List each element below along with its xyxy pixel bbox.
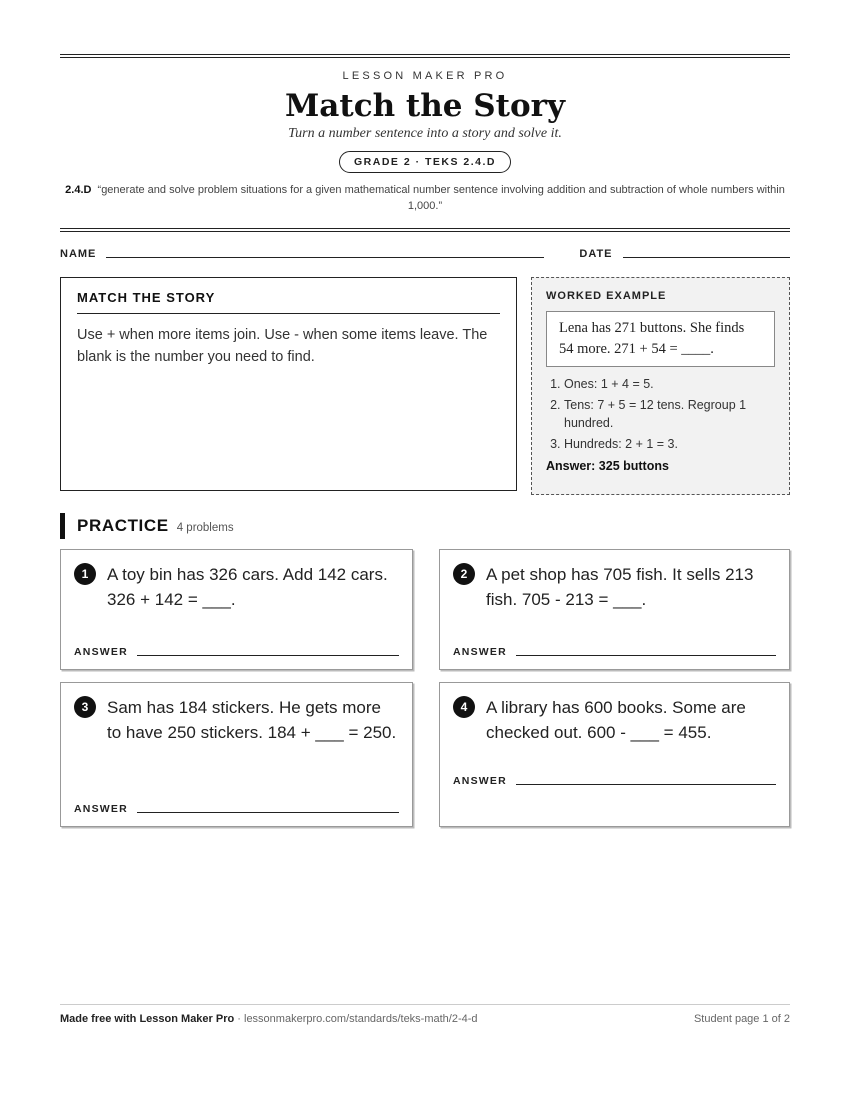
problem-card-1 (60, 549, 413, 670)
answer-row (74, 646, 399, 658)
grade-badge: GRADE 2 · TEKS 2.4.D (339, 151, 511, 173)
problem-row (74, 695, 399, 745)
answer-write-line[interactable] (137, 655, 399, 656)
problem-number-badge: 2 (453, 563, 475, 585)
problem-number-badge: 3 (74, 696, 96, 718)
answer-label: ANSWER (453, 775, 507, 787)
intro-row (60, 277, 790, 495)
answer-row (453, 646, 776, 658)
worksheet-page (60, 54, 790, 827)
footer-made-with: Made free with Lesson Maker Pro (60, 1013, 235, 1025)
answer-row (453, 775, 776, 787)
answer-label: ANSWER (74, 646, 128, 658)
date-write-line[interactable] (623, 257, 790, 258)
worked-example-problem: Lena has 271 buttons. She finds 54 more. 271 + 54 = ____. (546, 311, 775, 367)
answer-row (74, 803, 399, 815)
problem-text: A toy bin has 326 cars. Add 142 cars. 326 + 142 = ___. (107, 565, 388, 609)
name-date-row (60, 248, 790, 260)
worksheet-header (60, 58, 790, 214)
footer-url: · lessonmakerpro.com/standards/teks-math/2-4-d (234, 1013, 478, 1025)
footer-page-number: Student page 1 of 2 (693, 1013, 790, 1025)
answer-write-line[interactable] (137, 812, 399, 813)
header-bottom-rule (60, 228, 790, 232)
answer-label: ANSWER (74, 803, 128, 815)
standard-text: “generate and solve problem situations for a given mathematical number sentence involving addition and subtraction of whole numbers within 1,000.” (97, 184, 785, 212)
problem-row (74, 562, 399, 612)
answer-label: ANSWER (453, 646, 507, 658)
practice-title: PRACTICE (77, 516, 169, 535)
match-the-story-box (60, 277, 517, 491)
answer-write-line[interactable] (516, 784, 776, 785)
answer-write-line[interactable] (516, 655, 776, 656)
problem-text: A library has 600 books. Some are checked out. 600 - ___ = 455. (486, 698, 746, 742)
problem-number-badge: 1 (74, 563, 96, 585)
problem-card-2 (439, 549, 790, 670)
match-box-instructions: Use + when more items join. Use - when some items leave. The blank is the number you need to find. (77, 327, 488, 365)
standard-code: 2.4.D (65, 184, 92, 196)
practice-grid (60, 549, 790, 827)
problem-card-3 (60, 682, 413, 827)
match-box-title: MATCH THE STORY (77, 290, 500, 314)
worked-example-answer: Answer: 325 buttons (546, 459, 669, 473)
worked-step: 1. Ones: 1 + 4 = 5. (564, 375, 775, 393)
name-write-line[interactable] (106, 257, 544, 258)
worked-example-steps (546, 375, 775, 453)
problem-row (453, 562, 776, 612)
practice-count: 4 problems (176, 522, 234, 534)
worked-step: 3. Hundreds: 2 + 1 = 3. (564, 435, 775, 453)
problem-number-badge: 4 (453, 696, 475, 718)
worked-step: 2. Tens: 7 + 5 = 12 tens. Regroup 1 hundred. (564, 396, 775, 432)
page-footer (60, 1004, 790, 1025)
page-subtitle: Turn a number sentence into a story and solve it. (288, 126, 562, 141)
problem-row (453, 695, 776, 745)
name-label: NAME (60, 248, 97, 260)
problem-text: A pet shop has 705 fish. It sells 213 fish. 705 - 213 = ___. (486, 565, 754, 609)
problem-card-4 (439, 682, 790, 827)
footer-credit (60, 1013, 478, 1025)
worked-example-title: WORKED EXAMPLE (546, 290, 667, 302)
standard-description (60, 182, 790, 214)
brand-name: LESSON MAKER PRO (342, 70, 508, 82)
practice-header (60, 513, 790, 539)
date-label: DATE (579, 248, 613, 260)
problem-text: Sam has 184 stickers. He gets more to have 250 stickers. 184 + ___ = 250. (107, 698, 397, 742)
page-title: Match the Story (284, 88, 566, 124)
worked-example-box (531, 277, 790, 495)
